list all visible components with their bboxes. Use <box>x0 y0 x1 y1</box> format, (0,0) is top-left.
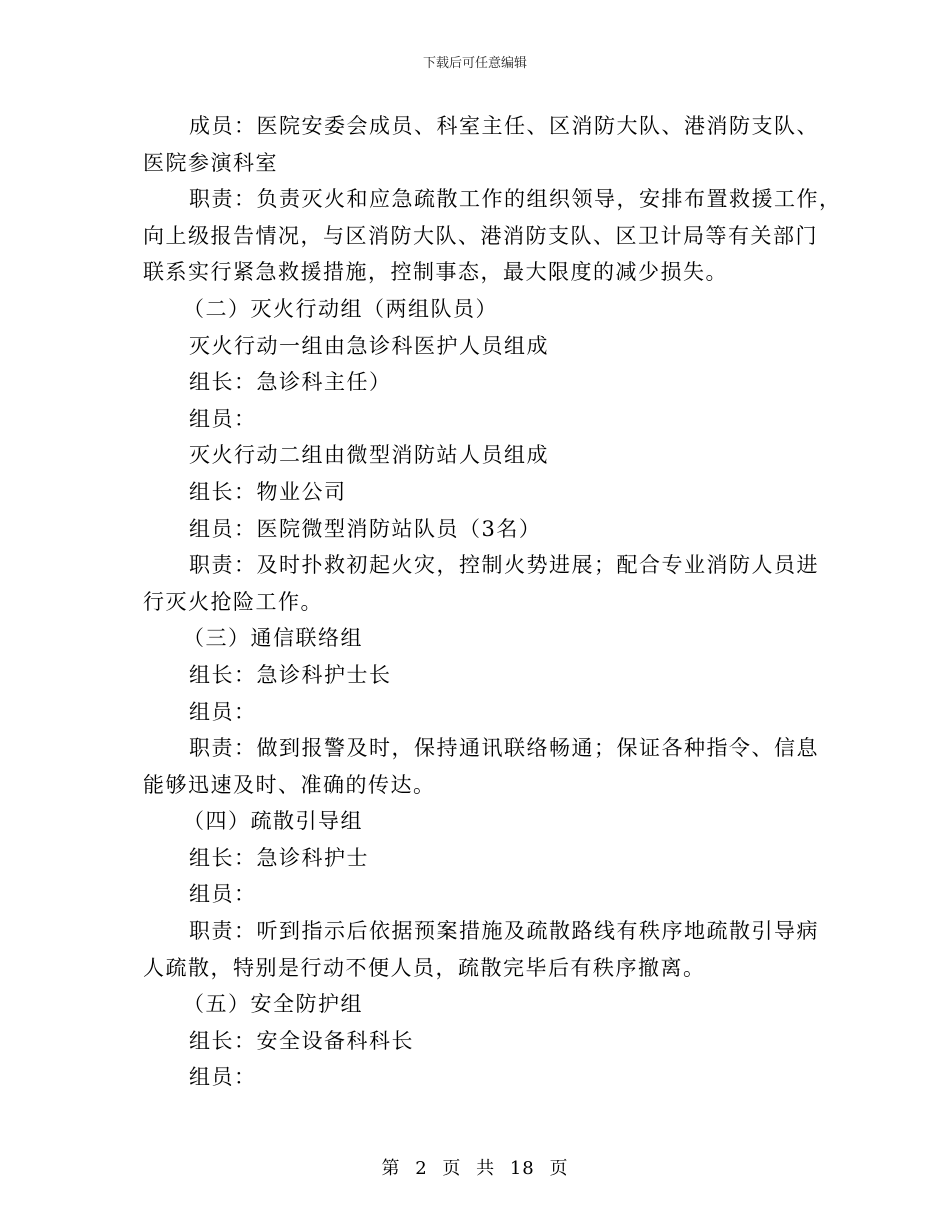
text-line: 向上级报告情况，与区消防大队、港消防支队、区卫计局等有关部门 <box>143 223 818 248</box>
text-line: 组员：医院微型消防站队员（3名） <box>189 516 542 541</box>
section-heading: （二）灭火行动组（两组队员） <box>183 296 498 321</box>
text-line: 灭火行动二组由微型消防站人员组成 <box>189 443 549 468</box>
text-line: 组长：物业公司 <box>189 479 347 504</box>
text-line: 成员：医院安委会成员、科室主任、区消防大队、港消防支队、 <box>189 114 819 138</box>
text-line: 行灭火抢险工作。 <box>143 589 323 614</box>
text-line: 灭火行动一组由急诊科医护人员组成 <box>189 333 549 358</box>
text-line: 职责：做到报警及时，保持通讯联络畅通；保证各种指令、信息 <box>189 736 819 761</box>
page-footer: 第 2 页 共 18 页 <box>381 1158 569 1179</box>
text-line: 组员： <box>189 882 257 907</box>
section-heading: （四）疏散引导组 <box>183 809 363 834</box>
text-line: 职责：及时扑救初起火灾，控制火势进展；配合专业消防人员进 <box>189 553 819 578</box>
document-body <box>143 108 842 1096</box>
text-line: 联系实行紧急救援措施，控制事态，最大限度的减少损失。 <box>143 260 728 285</box>
text-line: 组员： <box>189 406 257 431</box>
text-line: 组长：急诊科主任） <box>189 370 392 395</box>
text-line: 职责：听到指示后依据预案措施及疏散路线有秩序地疏散引导病 <box>189 919 819 944</box>
text-line: 组长：急诊科护士 <box>189 845 369 870</box>
text-line: 医院参演科室 <box>143 150 278 175</box>
text-line: 组长：安全设备科科长 <box>189 1028 414 1053</box>
text-line: 组员： <box>189 699 257 724</box>
text-line: 人疏散，特别是行动不便人员，疏散完毕后有秩序撤离。 <box>143 955 706 980</box>
text-line: 组长：急诊科护士长 <box>189 662 392 687</box>
section-heading: （三）通信联络组 <box>183 626 363 651</box>
section-heading: （五）安全防护组 <box>183 992 363 1017</box>
page-header: 下载后可任意编辑 <box>422 56 527 71</box>
text-line: 能够迅速及时、准确的传达。 <box>143 772 436 797</box>
text-line: 职责：负责灭火和应急疏散工作的组织领导，安排布置救援工作， <box>189 187 842 212</box>
text-line: 组员： <box>189 1065 257 1090</box>
